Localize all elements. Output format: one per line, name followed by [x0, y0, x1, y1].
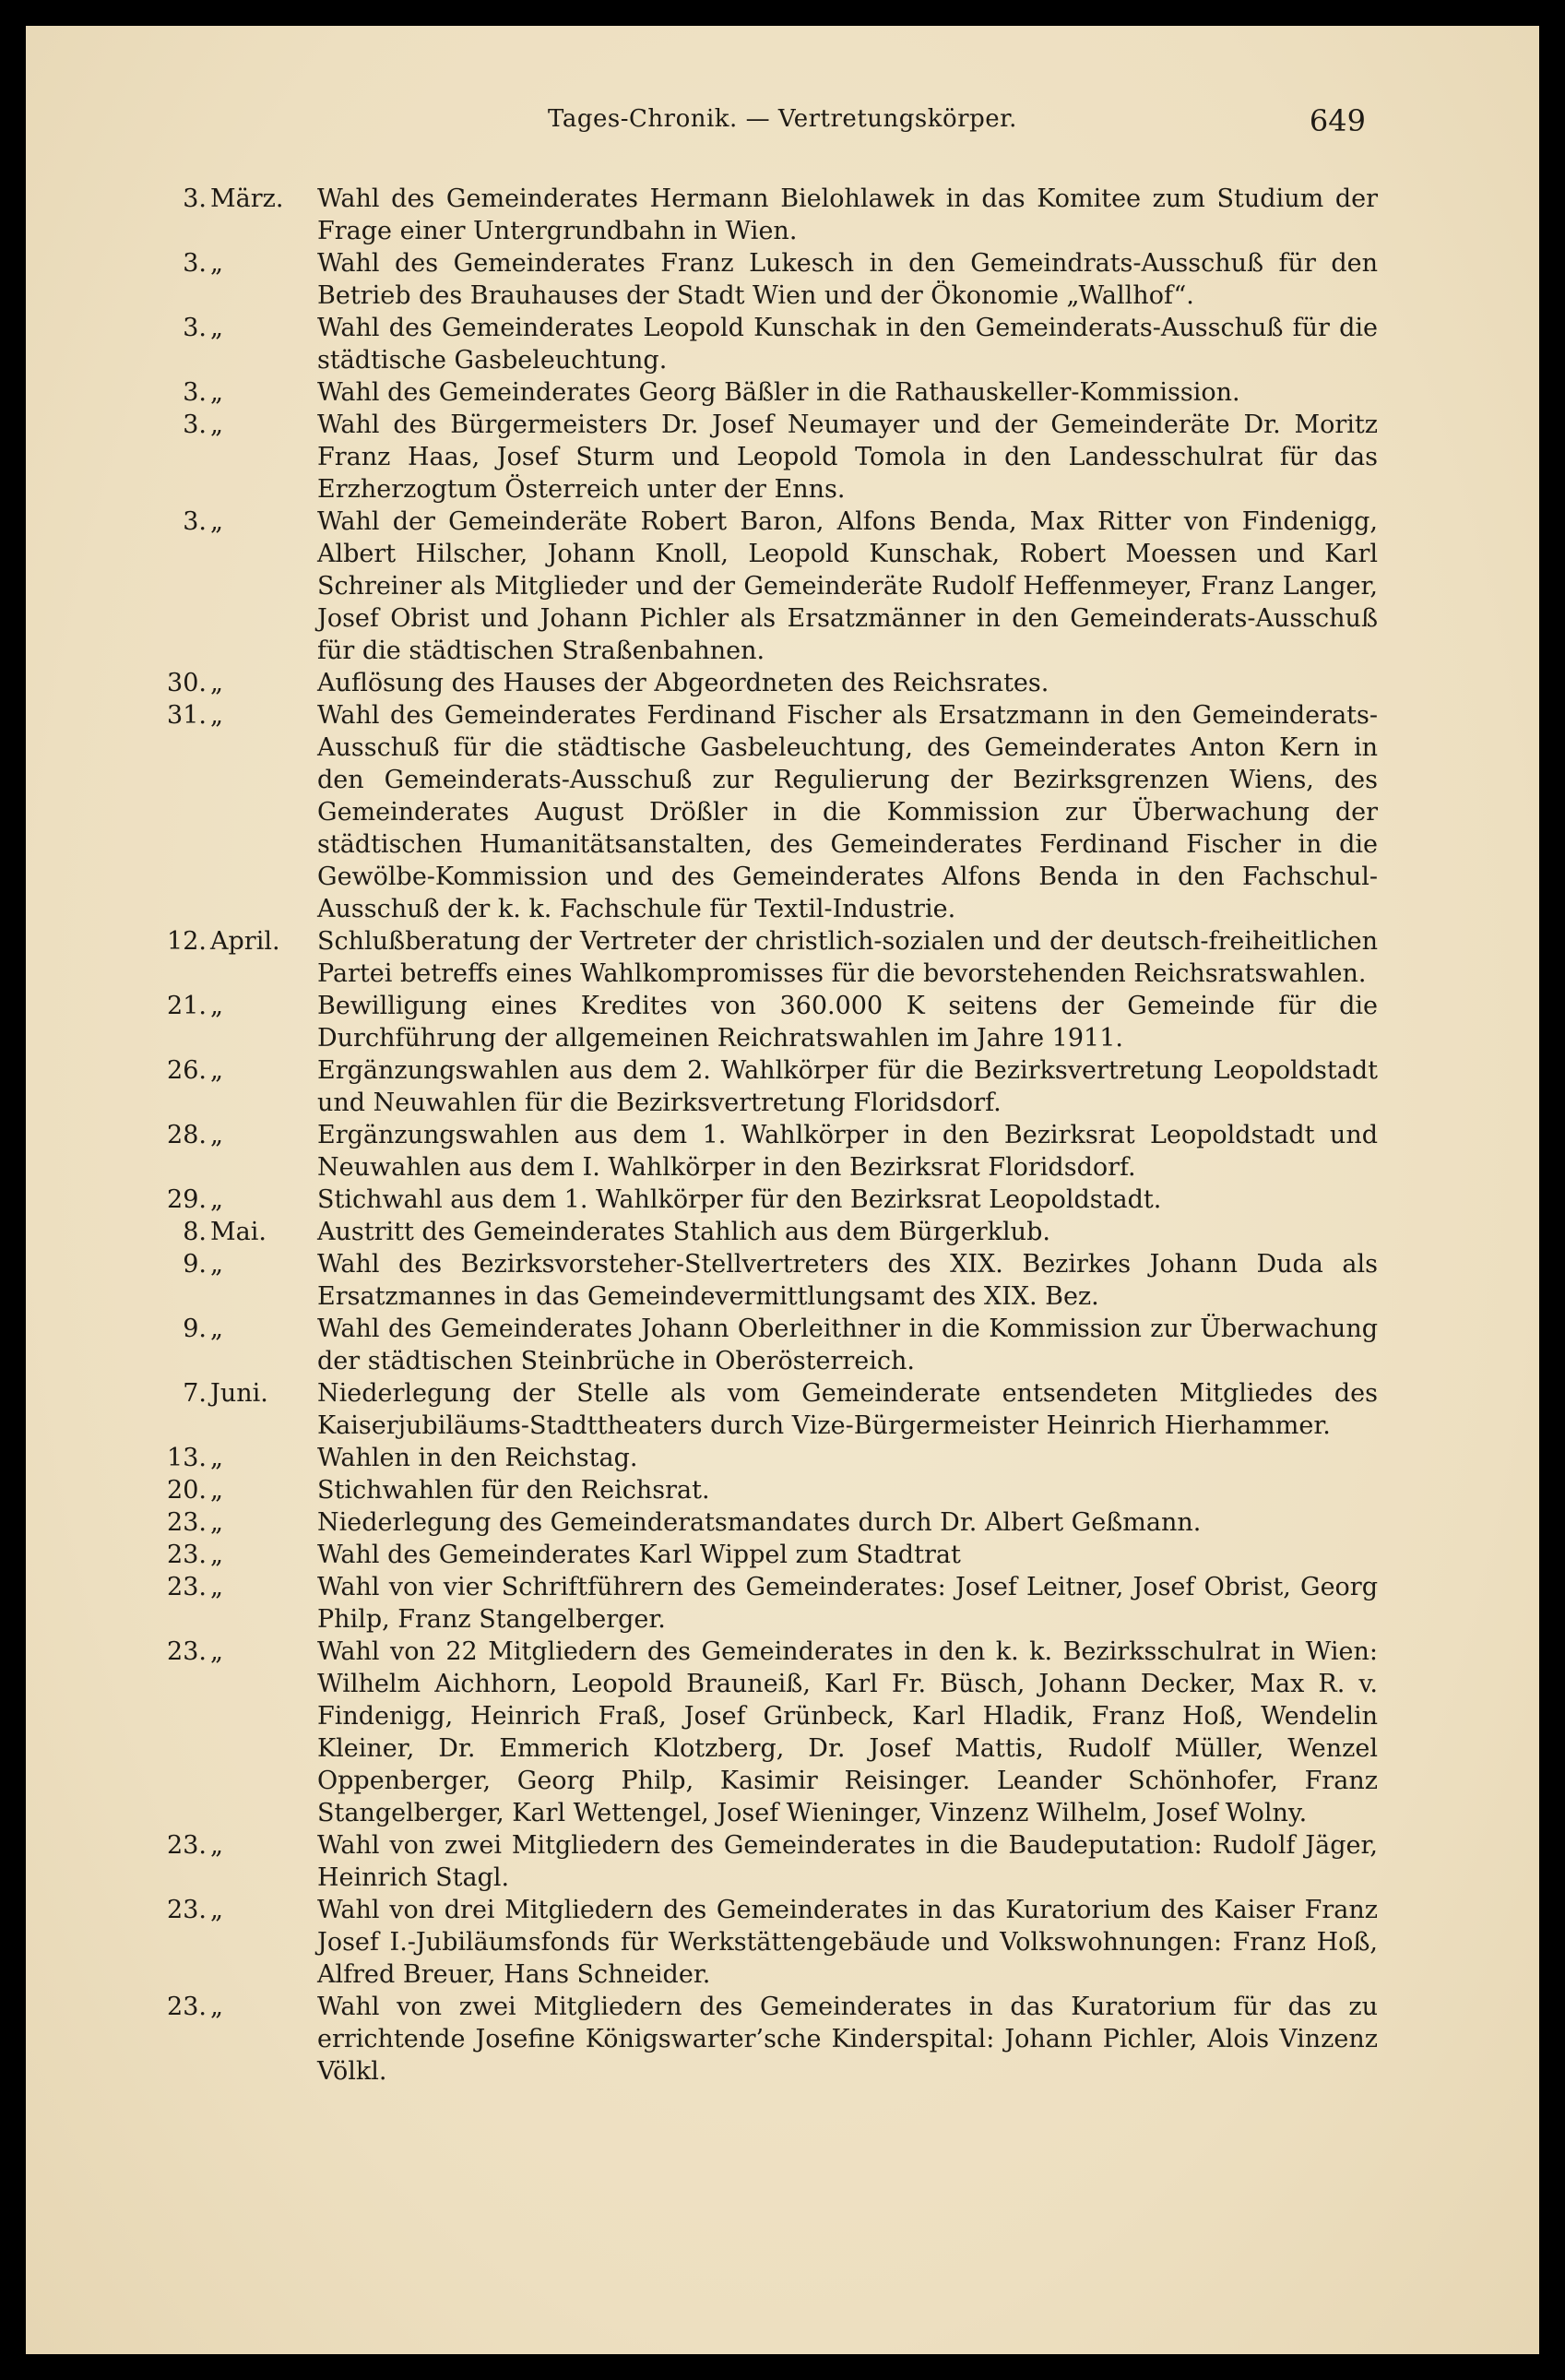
entry-date: [116, 1248, 317, 1280]
chronicle-entry: [116, 312, 1378, 376]
chronicle-entry: [116, 183, 1378, 247]
entry-month: „: [210, 1541, 223, 1569]
entry-text: Wahl des Gemeinderates Johann Oberleithner in die Kommission zur Überwachung der städtischen Steinbrüche in Oberösterreich.: [317, 1315, 1378, 1375]
entry-text: Niederlegung der Stelle als vom Gemeinderate entsendeten Mitgliedes des Kaiserjubiläums-Stadttheaters durch Vize-Bürgermeister Heinrich Hierhammer.: [317, 1379, 1378, 1440]
entry-day: 20.: [167, 1476, 207, 1505]
entry-month: „: [210, 411, 223, 439]
entry-date: [116, 1119, 317, 1151]
entry-date: [116, 1571, 317, 1603]
entry-text: Ergänzungswahlen aus dem 1. Wahlkörper in den Bezirksrat Leopoldstadt und Neuwahlen aus dem I. Wahlkörper in den Bezirksrat Floridsdorf.: [317, 1121, 1378, 1182]
book-page: [26, 26, 1539, 2354]
entry-date: [116, 667, 317, 699]
entry-text: Wahl des Bürgermeisters Dr. Josef Neumayer und der Gemeinderäte Dr. Moritz Franz Haas, Josef Sturm und Leopold Tomola in den Landesschulrat für das Erzherzogtum Österreich unter der Enns.: [317, 411, 1378, 504]
chronicle-entry: [116, 699, 1378, 925]
entry-month: „: [210, 1993, 223, 2021]
entry-day: 29.: [167, 1185, 207, 1214]
chronicle-entry: [116, 1377, 1378, 1442]
entry-text: Ergänzungswahlen aus dem 2. Wahlkörper für die Bezirksvertretung Leopoldstadt und Neuwahlen für die Bezirksvertretung Floridsdorf.: [317, 1056, 1378, 1117]
entry-day: 3.: [183, 378, 207, 407]
entry-text: Wahl von drei Mitgliedern des Gemeinderates in das Kuratorium des Kaiser Franz Josef I.-Jubiläumsfonds für Werkstättengebäude und Volkswohnungen: Franz Hoß, Alfred Breuer, Hans Schneider.: [317, 1896, 1378, 1989]
entry-date: [116, 1054, 317, 1087]
entry-text: Bewilligung eines Kredites von 360.000 K seitens der Gemeinde für die Durchführung der allgemeinen Reichratswahlen im Jahre 1911.: [317, 992, 1378, 1053]
entry-day: 9.: [183, 1315, 207, 1343]
chronicle-entry: [116, 1829, 1378, 1894]
entry-day: 3.: [183, 411, 207, 439]
chronicle-entry: [116, 1054, 1378, 1119]
entry-day: 7.: [183, 1379, 207, 1408]
entry-month: April.: [210, 927, 280, 956]
entry-date: [116, 1506, 317, 1539]
entry-text: Stichwahl aus dem 1. Wahlkörper für den Bezirksrat Leopoldstadt.: [317, 1185, 1162, 1214]
entry-day: 9.: [183, 1250, 207, 1279]
entry-date: [116, 1474, 317, 1506]
entry-date: [116, 699, 317, 732]
running-head: Tages-Chronik. — Vertretungskörper.: [548, 105, 1017, 133]
entry-text: Austritt des Gemeinderates Stahlich aus dem Bürgerklub.: [317, 1218, 1050, 1246]
entry-day: 3.: [183, 249, 207, 278]
entry-text: Niederlegung des Gemeinderatsmandates durch Dr. Albert Geßmann.: [317, 1508, 1202, 1537]
entry-date: [116, 1216, 317, 1248]
entry-day: 30.: [167, 669, 207, 697]
entry-day: 23.: [167, 1637, 207, 1666]
chronicle-entry: [116, 1442, 1378, 1474]
entry-day: 23.: [167, 1541, 207, 1569]
entry-month: „: [210, 701, 223, 730]
entry-month: März.: [210, 184, 284, 213]
entry-day: 12.: [167, 927, 207, 956]
entry-date: [116, 312, 317, 344]
chronicle-entry: [116, 506, 1378, 667]
entry-text: Stichwahlen für den Reichsrat.: [317, 1476, 710, 1505]
entry-date: [116, 1636, 317, 1668]
entry-date: [116, 247, 317, 280]
entry-month: „: [210, 378, 223, 407]
entry-month: „: [210, 1121, 223, 1149]
entry-month: Mai.: [210, 1218, 267, 1246]
entry-month: „: [210, 1056, 223, 1085]
entry-month: „: [210, 1476, 223, 1505]
chronicle-entry: [116, 1313, 1378, 1377]
chronicle-entry: [116, 1539, 1378, 1571]
entry-text: Wahl des Gemeinderates Karl Wippel zum Stadtrat: [317, 1541, 961, 1569]
chronicle-entry: [116, 1636, 1378, 1829]
chronicle-entry: [116, 1248, 1378, 1313]
entry-day: 23.: [167, 1831, 207, 1860]
entry-day: 23.: [167, 1993, 207, 2021]
entry-date: [116, 506, 317, 538]
entry-date: [116, 925, 317, 958]
entry-day: 26.: [167, 1056, 207, 1085]
chronicle-entry: [116, 1506, 1378, 1539]
chronicle-entry: [116, 1216, 1378, 1248]
entry-date: [116, 1184, 317, 1216]
entry-text: Wahl von zwei Mitgliedern des Gemeinderates in die Baudeputation: Rudolf Jäger, Heinrich Stagl.: [317, 1831, 1378, 1892]
entry-month: „: [210, 1185, 223, 1214]
entry-day: 21.: [167, 992, 207, 1020]
entry-date: [116, 1991, 317, 2023]
entry-day: 28.: [167, 1121, 207, 1149]
entry-text: Wahl des Bezirksvorsteher-Stellvertreters des XIX. Bezirkes Johann Duda als Ersatzmannes in das Gemeindevermittlungsamt des XIX. Bez.: [317, 1250, 1378, 1311]
entry-month: „: [210, 1573, 223, 1601]
entry-month: „: [210, 249, 223, 278]
entry-month: Juni.: [210, 1379, 268, 1408]
entry-date: [116, 1539, 317, 1571]
entry-text: Wahl des Gemeinderates Georg Bäßler in die Rathauskeller-Kommission.: [317, 378, 1240, 407]
chronicle-entry: [116, 1119, 1378, 1184]
chronicle-entry: [116, 925, 1378, 990]
entry-month: „: [210, 669, 223, 697]
entry-day: 23.: [167, 1896, 207, 1924]
entry-month: „: [210, 1896, 223, 1924]
page-number: 649: [1309, 103, 1366, 138]
entry-day: 13.: [167, 1444, 207, 1472]
entry-date: [116, 409, 317, 441]
chronicle-entry: [116, 1991, 1378, 2088]
chronicle-entry: [116, 667, 1378, 699]
entry-date: [116, 1377, 317, 1410]
entry-text: Wahl des Gemeinderates Ferdinand Fischer als Ersatzmann in den Gemeinderats-Ausschuß für die städtische Gasbeleuchtung, des Gemeinderates Anton Kern in den Gemeinderats-Ausschuß zur Regulierung der Bezirksgrenzen Wiens, des Gemeinderates August Drößler in die Kommission zur Überwachung der städtischen Humanitätsanstalten, des Gemeinderates Ferdinand Fischer in die Gewölbe-Kommission und des Gemeinderates Alfons Benda in den Fachschul-Ausschuß der k. k. Fachschule für Textil-Industrie.: [317, 701, 1378, 923]
entry-date: [116, 990, 317, 1022]
entry-month: „: [210, 1637, 223, 1666]
chronicle-entry: [116, 1894, 1378, 1991]
entry-day: 3.: [183, 314, 207, 342]
entry-day: 3.: [183, 507, 207, 536]
entry-day: 23.: [167, 1573, 207, 1601]
entry-date: [116, 1829, 317, 1862]
entry-date: [116, 183, 317, 215]
chronicle-entry: [116, 990, 1378, 1054]
entry-text: Wahl von zwei Mitgliedern des Gemeinderates in das Kuratorium für das zu errichtende Josefine Königswarter’sche Kinderspital: Johann Pichler, Alois Vinzenz Völkl.: [317, 1993, 1378, 2086]
entry-date: [116, 1313, 317, 1345]
chronicle-entry: [116, 376, 1378, 409]
entry-day: 23.: [167, 1508, 207, 1537]
entry-text: Wahlen in den Reichstag.: [317, 1444, 638, 1472]
entry-text: Wahl des Gemeinderates Hermann Bielohlawek in das Komitee zum Studium der Frage einer Untergrundbahn in Wien.: [317, 184, 1378, 245]
entry-text: Wahl des Gemeinderates Leopold Kunschak in den Gemeinderats-Ausschuß für die städtische Gasbeleuchtung.: [317, 314, 1378, 375]
page-header: [26, 105, 1539, 142]
entry-month: „: [210, 1250, 223, 1279]
chronicle-entry: [116, 1184, 1378, 1216]
entry-month: „: [210, 314, 223, 342]
chronicle-entry: [116, 409, 1378, 506]
entry-text: Wahl der Gemeinderäte Robert Baron, Alfons Benda, Max Ritter von Findenigg, Albert Hilscher, Johann Knoll, Leopold Kunschak, Robert Moessen und Karl Schreiner als Mitglieder und der Gemeinderäte Rudolf Heffenmeyer, Franz Langer, Josef Obrist und Johann Pichler als Ersatzmänner in den Gemeinderats-Ausschuß für die städtischen Straßenbahnen.: [317, 507, 1378, 665]
chronicle-entry: [116, 1474, 1378, 1506]
chronicle-entry: [116, 247, 1378, 312]
entry-text: Wahl von vier Schriftführern des Gemeinderates: Josef Leitner, Josef Obrist, Georg Philp, Franz Stangelberger.: [317, 1573, 1378, 1634]
entry-day: 31.: [167, 701, 207, 730]
chronicle-entry: [116, 1571, 1378, 1636]
entry-month: „: [210, 1315, 223, 1343]
entry-month: „: [210, 507, 223, 536]
entry-date: [116, 1442, 317, 1474]
entry-day: 3.: [183, 184, 207, 213]
entry-date: [116, 1894, 317, 1926]
entry-month: „: [210, 1444, 223, 1472]
entry-text: Wahl von 22 Mitgliedern des Gemeinderates in den k. k. Bezirksschulrat in Wien: Wilhelm Aichhorn, Leopold Brauneiß, Karl Fr. Büsch, Johann Decker, Max R. v. Findenigg, Heinrich Fraß, Josef Grünbeck, Karl Hladik, Franz Hoß, Wendelin Kleiner, Dr. Emmerich Klotzberg, Dr. Josef Mattis, Rudolf Müller, Wenzel Oppenberger, Georg Philp, Kasimir Reisinger. Leander Schönhofer, Franz Stangelberger, Karl Wettengel, Josef Wieninger, Vinzenz Wilhelm, Josef Wolny.: [317, 1637, 1378, 1827]
entry-month: „: [210, 992, 223, 1020]
entry-month: „: [210, 1831, 223, 1860]
chronicle-entries: [116, 183, 1378, 2088]
entry-date: [116, 376, 317, 409]
entry-text: Auflösung des Hauses der Abgeordneten des Reichsrates.: [317, 669, 1049, 697]
entry-text: Schlußberatung der Vertreter der christlich-sozialen und der deutsch-freiheitlichen Partei betreffs eines Wahlkompromisses für die bevorstehenden Reichsratswahlen.: [317, 927, 1378, 988]
entry-month: „: [210, 1508, 223, 1537]
entry-day: 8.: [183, 1218, 207, 1246]
entry-text: Wahl des Gemeinderates Franz Lukesch in den Gemeindrats-Ausschuß für den Betrieb des Brauhauses der Stadt Wien und der Ökonomie „Wallhof“.: [317, 249, 1378, 310]
